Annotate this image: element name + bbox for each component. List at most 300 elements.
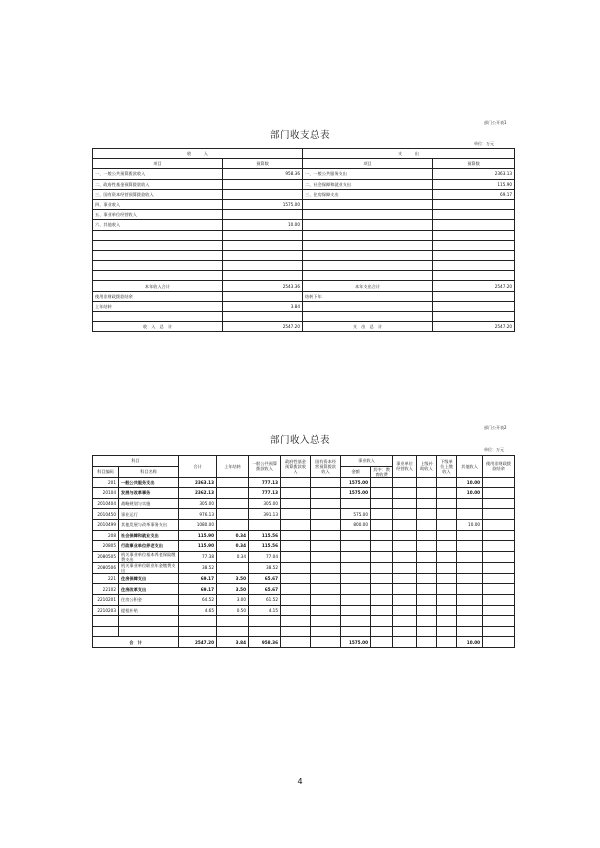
cell-subsidy (417, 562, 437, 573)
hdr-biz-amount: 金额 (341, 466, 371, 477)
cell-gov-fund (281, 488, 311, 499)
cell-in-item (93, 230, 223, 240)
cell-ex-item (303, 240, 433, 250)
cell-other: 10.00 (457, 488, 483, 499)
cell-ex-item (303, 230, 433, 240)
cell-biz-unit (393, 626, 417, 637)
cell-subsidy (417, 477, 437, 488)
hdr-name: 科目名称 (119, 466, 179, 477)
cell-biz-unit (393, 637, 417, 648)
cell-other (457, 541, 483, 552)
cell-carry (217, 488, 249, 499)
cell-in-item: 五、事业单位经营收入 (93, 210, 223, 220)
cell-subsidy (417, 594, 437, 605)
cell-in-val (223, 312, 303, 322)
cell-in-val (223, 230, 303, 240)
cell-state-capital (311, 498, 341, 509)
cell-biz-fee (371, 477, 393, 488)
cell-gov-fund (281, 551, 311, 562)
cell-carry (217, 626, 249, 637)
cell-sub-unit (437, 637, 457, 648)
cell-gov-fund (281, 573, 311, 584)
cell-in-val: 1575.00 (223, 199, 303, 209)
cell-biz-fee (371, 594, 393, 605)
cell-surplus (483, 477, 515, 488)
income-summary-table (92, 455, 515, 648)
table-row (93, 616, 515, 627)
cell-biz-amount (341, 530, 371, 541)
cell-biz-amount (341, 594, 371, 605)
hdr-business: 事业收入 (341, 456, 393, 467)
cell-other (457, 498, 483, 509)
cell-in-val (223, 240, 303, 250)
cell-total: 2362.13 (179, 488, 217, 499)
cell-gen-budget: 777.13 (249, 477, 281, 488)
hdr-subsidy: 上级补助收入 (417, 456, 437, 478)
cell-ex-val (433, 240, 515, 250)
cell-subsidy (417, 616, 437, 627)
cell-gov-fund (281, 519, 311, 530)
cell-in-val (223, 189, 303, 199)
cell-sub-unit (437, 562, 457, 573)
table-row (93, 210, 515, 220)
cell-code: 2080506 (93, 562, 119, 573)
cell-total (179, 616, 217, 627)
cell-biz-fee (371, 605, 393, 616)
cell-biz-amount: 800.00 (341, 519, 371, 530)
cell-gen-budget: 65.67 (249, 584, 281, 595)
cell-subsidy (417, 498, 437, 509)
cell-other (457, 573, 483, 584)
cell-gov-fund (281, 498, 311, 509)
cell-surplus (483, 562, 515, 573)
hdr-carry: 上年结转 (217, 456, 249, 478)
cell-ex-item (303, 220, 433, 230)
cell-gen-budget: 61.52 (249, 594, 281, 605)
cell-ex-val (433, 250, 515, 260)
cell-sub-unit (437, 594, 457, 605)
table-row (93, 312, 515, 322)
cell-ex-val (433, 230, 515, 240)
cell-gen-budget: 65.67 (249, 573, 281, 584)
table-row (93, 240, 515, 250)
table-row (93, 281, 515, 291)
cell-biz-amount (341, 616, 371, 627)
table-row (93, 488, 515, 499)
cell-in-val: 3.84 (223, 301, 303, 311)
cell-name: 住房公积金 (119, 594, 179, 605)
table-row (93, 169, 515, 179)
cell-ex-val (433, 210, 515, 220)
cell-state-capital (311, 519, 341, 530)
cell-gen-budget: 4.15 (249, 605, 281, 616)
cell-code: 2010499 (93, 519, 119, 530)
cell-ex-item: 支 出 总 计 (303, 322, 433, 332)
hdr-state-capital: 国有资本经营预算拨款收入 (311, 456, 341, 478)
cell-total: 64.52 (179, 594, 217, 605)
cell-ex-val: 2547.20 (433, 322, 515, 332)
cell-code: 20104 (93, 488, 119, 499)
hdr-gen-budget: 一般公共预算拨款收入 (249, 456, 281, 478)
cell-surplus (483, 616, 515, 627)
cell-surplus (483, 626, 515, 637)
cell-other (457, 626, 483, 637)
cell-in-val: 2547.20 (223, 322, 303, 332)
cell-in-val (223, 210, 303, 220)
total-row (93, 637, 515, 648)
cell-ex-val (433, 271, 515, 281)
table-row (93, 291, 515, 301)
cell-ex-val: 2547.20 (433, 281, 515, 291)
cell-subsidy (417, 626, 437, 637)
cell-carry: 3.50 (217, 584, 249, 595)
table-row (93, 322, 515, 332)
cell-other (457, 509, 483, 520)
table-row (93, 530, 515, 541)
cell-subsidy (417, 509, 437, 520)
cell-biz-fee (371, 562, 393, 573)
cell-code: 2080505 (93, 551, 119, 562)
cell-total: 77.38 (179, 551, 217, 562)
table-row (93, 271, 515, 281)
cell-in-val: 2543.36 (223, 281, 303, 291)
cell-code: 20805 (93, 541, 119, 552)
cell-gov-fund (281, 562, 311, 573)
cell-total: 38.52 (179, 562, 217, 573)
cell-state-capital (311, 584, 341, 595)
table-number-1: 部门公开表1 (484, 120, 507, 125)
cell-biz-unit (393, 541, 417, 552)
cell-ex-item: 结转下年 (303, 291, 433, 301)
cell-biz-fee (371, 509, 393, 520)
cell-biz-fee (371, 637, 393, 648)
col-item-income: 项目 (93, 159, 223, 169)
hdr-total: 合计 (179, 456, 217, 478)
table-row (93, 605, 515, 616)
cell-carry (217, 562, 249, 573)
cell-carry (217, 477, 249, 488)
cell-ex-val (433, 291, 515, 301)
table-row (93, 541, 515, 552)
cell-gov-fund (281, 594, 311, 605)
cell-ex-item (303, 210, 433, 220)
cell-in-val: 10.00 (223, 220, 303, 230)
cell-gov-fund (281, 530, 311, 541)
cell-gov-fund (281, 616, 311, 627)
cell-name: 战略规划与实施 (119, 498, 179, 509)
cell-carry: 3.00 (217, 594, 249, 605)
cell-ex-val (433, 301, 515, 311)
cell-gov-fund (281, 541, 311, 552)
table-row (93, 562, 515, 573)
cell-gen-budget: 958.36 (249, 637, 281, 648)
cell-biz-fee (371, 616, 393, 627)
cell-biz-unit (393, 519, 417, 530)
cell-sub-unit (437, 509, 457, 520)
cell-in-val: 958.36 (223, 169, 303, 179)
table-row (93, 261, 515, 271)
cell-name: 发展与改革事务 (119, 488, 179, 499)
cell-name (119, 616, 179, 627)
cell-gov-fund (281, 637, 311, 648)
table-row (93, 199, 515, 209)
cell-sub-unit (437, 477, 457, 488)
cell-total: 976.13 (179, 509, 217, 520)
cell-surplus (483, 488, 515, 499)
cell-carry: 0.34 (217, 530, 249, 541)
cell-ex-val (433, 199, 515, 209)
cell-in-item: 本年收入合计 (93, 281, 223, 291)
cell-name: 其他发展与改革事务支出 (119, 519, 179, 530)
cell-surplus (483, 551, 515, 562)
cell-biz-amount: 1575.00 (341, 488, 371, 499)
cell-sub-unit (437, 519, 457, 530)
cell-state-capital (311, 551, 341, 562)
cell-biz-unit (393, 488, 417, 499)
cell-total: 69.17 (179, 573, 217, 584)
cell-ex-item (303, 199, 433, 209)
table-row (93, 626, 515, 637)
cell-biz-amount (341, 498, 371, 509)
cell-total: 1080.00 (179, 519, 217, 530)
cell-surplus (483, 584, 515, 595)
cell-gen-budget: 305.00 (249, 498, 281, 509)
cell-surplus (483, 573, 515, 584)
cell-code (93, 626, 119, 637)
unit-label-2: 单位：万元 (484, 447, 504, 452)
cell-state-capital (311, 594, 341, 605)
cell-biz-amount (341, 626, 371, 637)
expense-header: 支 出 (303, 149, 515, 159)
table-row (93, 584, 515, 595)
cell-in-val (223, 250, 303, 260)
col-item-expense: 项目 (303, 159, 433, 169)
cell-biz-unit (393, 477, 417, 488)
cell-total: 115.90 (179, 541, 217, 552)
cell-other: 10.00 (457, 637, 483, 648)
cell-biz-unit (393, 573, 417, 584)
cell-in-item (93, 312, 223, 322)
cell-state-capital (311, 637, 341, 648)
cell-sub-unit (437, 488, 457, 499)
cell-name: 社会保障和就业支出 (119, 530, 179, 541)
cell-subsidy (417, 541, 437, 552)
cell-sub-unit (437, 626, 457, 637)
cell-ex-val (433, 261, 515, 271)
cell-gov-fund (281, 477, 311, 488)
table-row (93, 179, 515, 189)
cell-carry: 3.84 (217, 637, 249, 648)
cell-ex-item (303, 250, 433, 260)
cell-in-item: 收 入 总 计 (93, 322, 223, 332)
hdr-biz-fee: 其中：教育收费 (371, 466, 393, 477)
cell-state-capital (311, 477, 341, 488)
cell-ex-item: 二、社会保障和就业支出 (303, 179, 433, 189)
cell-ex-val: 115.90 (433, 179, 515, 189)
cell-state-capital (311, 488, 341, 499)
cell-gen-budget: 777.13 (249, 488, 281, 499)
cell-subsidy (417, 488, 437, 499)
cell-biz-unit (393, 530, 417, 541)
cell-ex-item (303, 301, 433, 311)
cell-sub-unit (437, 498, 457, 509)
cell-in-item (93, 250, 223, 260)
cell-in-val (223, 261, 303, 271)
cell-gen-budget: 77.04 (249, 551, 281, 562)
cell-in-item: 三、国有资本经营预算拨款收入 (93, 189, 223, 199)
cell-total: 4.65 (179, 605, 217, 616)
cell-sub-unit (437, 584, 457, 595)
cell-subsidy (417, 573, 437, 584)
cell-gen-budget: 115.56 (249, 530, 281, 541)
table-number-2: 部门公开表2 (484, 425, 507, 430)
cell-ex-item (303, 312, 433, 322)
cell-in-item (93, 271, 223, 281)
cell-subsidy (417, 551, 437, 562)
cell-subsidy (417, 605, 437, 616)
cell-surplus (483, 530, 515, 541)
cell-total: 2547.20 (179, 637, 217, 648)
cell-biz-fee (371, 584, 393, 595)
cell-surplus (483, 509, 515, 520)
cell-state-capital (311, 530, 341, 541)
cell-other (457, 605, 483, 616)
cell-name: 一般公共服务支出 (119, 477, 179, 488)
cell-carry: 0.34 (217, 551, 249, 562)
cell-subsidy (417, 637, 437, 648)
cell-biz-unit (393, 605, 417, 616)
cell-gen-budget: 115.56 (249, 541, 281, 552)
cell-other (457, 616, 483, 627)
cell-other (457, 530, 483, 541)
cell-sub-unit (437, 573, 457, 584)
cell-in-item (93, 261, 223, 271)
cell-name: 机关事业单位职业年金缴费支出 (119, 562, 179, 573)
table-row (93, 519, 515, 530)
cell-gov-fund (281, 605, 311, 616)
cell-biz-fee (371, 498, 393, 509)
cell-ex-item: 本年支出合计 (303, 281, 433, 291)
cell-total: 115.90 (179, 530, 217, 541)
cell-carry (217, 509, 249, 520)
cell-state-capital (311, 626, 341, 637)
cell-total (179, 626, 217, 637)
cell-code: 221 (93, 573, 119, 584)
cell-gov-fund (281, 626, 311, 637)
cell-biz-fee (371, 551, 393, 562)
cell-subsidy (417, 519, 437, 530)
cell-name (119, 626, 179, 637)
table-row (93, 551, 515, 562)
cell-name: 机关事业单位基本养老保险缴费支出 (119, 551, 179, 562)
cell-in-val (223, 291, 303, 301)
hdr-biz-unit: 事业单位经营收入 (393, 456, 417, 478)
cell-in-item: 四、事业收入 (93, 199, 223, 209)
income-header: 收 入 (93, 149, 303, 159)
cell-subsidy (417, 530, 437, 541)
cell-carry (217, 498, 249, 509)
cell-other (457, 594, 483, 605)
cell-code: 22102 (93, 584, 119, 595)
cell-in-item: 上年结转 (93, 301, 223, 311)
cell-other (457, 562, 483, 573)
hdr-other: 其他收入 (457, 456, 483, 478)
cell-in-item: 二、政府性基金预算拨款收入 (93, 179, 223, 189)
cell-biz-fee (371, 530, 393, 541)
cell-code: 2010450 (93, 509, 119, 520)
cell-code: 2210201 (93, 594, 119, 605)
cell-in-val (223, 179, 303, 189)
table-row (93, 594, 515, 605)
cell-ex-val (433, 312, 515, 322)
cell-surplus (483, 637, 515, 648)
cell-surplus (483, 594, 515, 605)
cell-total: 69.17 (179, 584, 217, 595)
cell-surplus (483, 519, 515, 530)
cell-ex-val: 69.17 (433, 189, 515, 199)
cell-carry: 0.50 (217, 605, 249, 616)
cell-carry (217, 519, 249, 530)
table-row (93, 509, 515, 520)
cell-sub-unit (437, 616, 457, 627)
table-row (93, 220, 515, 230)
cell-biz-fee (371, 519, 393, 530)
cell-in-val (223, 271, 303, 281)
cell-ex-item (303, 261, 433, 271)
table-row (93, 573, 515, 584)
cell-biz-unit (393, 509, 417, 520)
cell-other: 10.00 (457, 519, 483, 530)
cell-subsidy (417, 584, 437, 595)
cell-code: 2210203 (93, 605, 119, 616)
cell-biz-amount (341, 605, 371, 616)
cell-biz-amount: 1575.00 (341, 477, 371, 488)
cell-gen-budget (249, 626, 281, 637)
cell-code: 2010404 (93, 498, 119, 509)
cell-other (457, 551, 483, 562)
cell-ex-item: 一、一般公共服务支出 (303, 169, 433, 179)
cell-biz-fee (371, 573, 393, 584)
col-budget-income: 预算数 (223, 159, 303, 169)
cell-gen-budget: 38.52 (249, 562, 281, 573)
cell-biz-unit (393, 551, 417, 562)
cell-ex-item (303, 271, 433, 281)
cell-name: 提租补贴 (119, 605, 179, 616)
table-row (93, 498, 515, 509)
table-row (93, 189, 515, 199)
table-row (93, 230, 515, 240)
cell-state-capital (311, 616, 341, 627)
hdr-gov-fund: 政府性基金预算拨款收入 (281, 456, 311, 478)
cell-state-capital (311, 573, 341, 584)
income-expense-table (92, 148, 515, 332)
cell-code: 208 (93, 530, 119, 541)
cell-carry (217, 616, 249, 627)
cell-biz-amount: 1575.00 (341, 637, 371, 648)
cell-ex-val: 2363.13 (433, 169, 515, 179)
hdr-subject: 科目 (93, 456, 179, 467)
cell-biz-amount (341, 551, 371, 562)
cell-state-capital (311, 605, 341, 616)
cell-biz-unit (393, 498, 417, 509)
unit-label-1: 单位：万元 (474, 141, 494, 146)
cell-gen-budget: 391.13 (249, 509, 281, 520)
cell-gov-fund (281, 584, 311, 595)
cell-in-item: 一、一般公共预算拨款收入 (93, 169, 223, 179)
cell-name: 事业运行 (119, 509, 179, 520)
cell-carry: 0.34 (217, 541, 249, 552)
cell-ex-val (433, 220, 515, 230)
